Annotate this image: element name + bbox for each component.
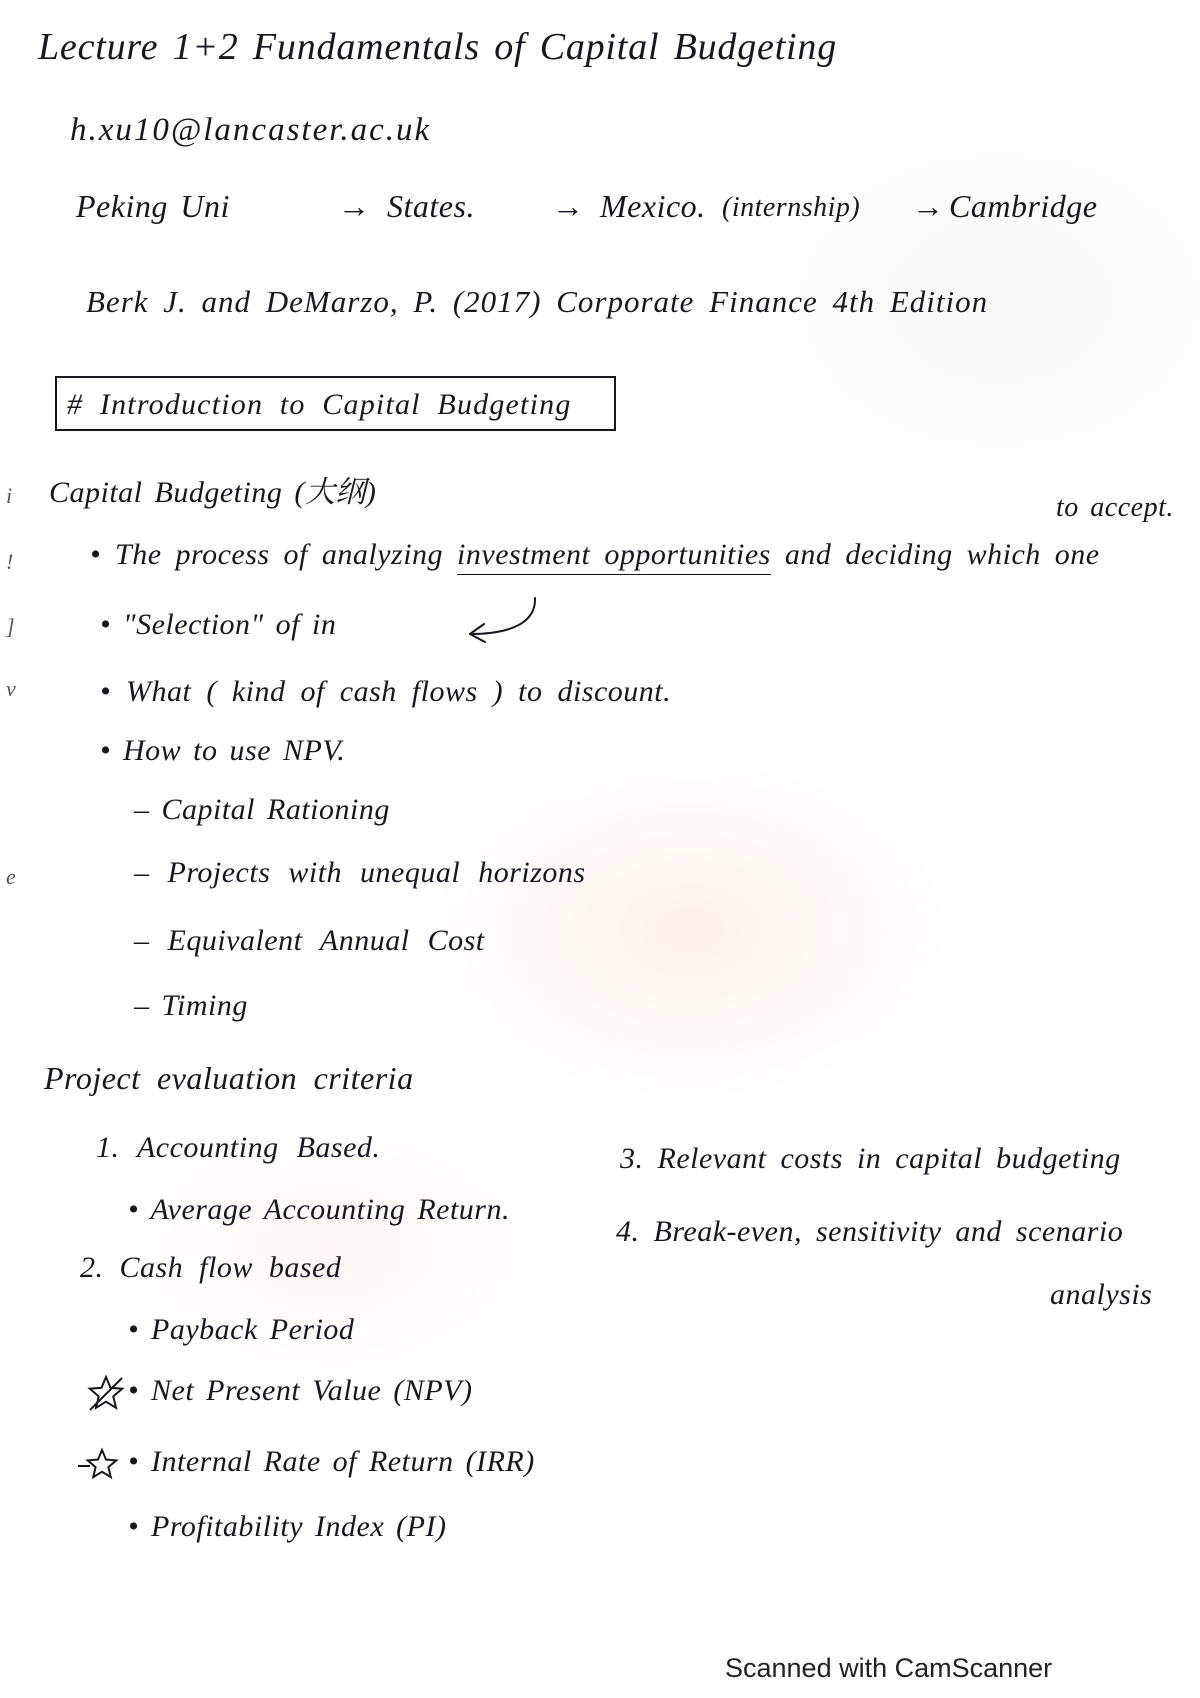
- criteria-item: • Payback Period: [128, 1313, 355, 1346]
- path-step-mexico: Mexico.: [600, 188, 706, 224]
- criteria-item: • Internal Rate of Return (IRR): [128, 1445, 535, 1478]
- criteria-item: • Average Accounting Return.: [128, 1193, 510, 1226]
- section-heading-box: [55, 376, 616, 431]
- topic-title: Capital Budgeting (大纲): [49, 476, 377, 509]
- contact-email: h.xu10@lancaster.ac.uk: [70, 112, 432, 148]
- sub-item: – Timing: [134, 989, 248, 1022]
- margin-mark: i: [6, 483, 13, 508]
- curved-arrow-icon: [470, 598, 535, 642]
- bullet-what: • What ( kind of cash flows ) to discount.: [100, 675, 672, 708]
- margin-mark: e: [6, 864, 16, 889]
- path-arrow: →: [552, 188, 585, 224]
- star-marker-icon: [78, 1450, 116, 1477]
- bullet-how: • How to use NPV.: [100, 734, 346, 767]
- scanner-watermark: Scanned with CamScanner: [725, 1653, 1053, 1683]
- margin-note: to accept.: [1056, 492, 1174, 523]
- criteria-item: 2. Cash flow based: [80, 1251, 342, 1284]
- textbook-reference: Berk J. and DeMarzo, P. (2017) Corporate Finance 4th Edition: [86, 284, 989, 319]
- lecture-title: Lecture 1+2 Fundamentals of Capital Budgeting: [38, 26, 838, 68]
- criteria-heading: Project evaluation criteria: [44, 1060, 414, 1096]
- margin-mark: !: [6, 549, 14, 574]
- margin-mark: ]: [6, 614, 15, 639]
- criteria-item-right: 3. Relevant costs in capital budgeting: [620, 1142, 1121, 1175]
- criteria-item-right: analysis: [1050, 1278, 1153, 1311]
- path-origin: Peking Uni: [76, 188, 230, 224]
- criteria-item: 1. Accounting Based.: [96, 1131, 381, 1164]
- path-step-cambridge: Cambridge: [949, 188, 1098, 224]
- sub-item: – Projects with unequal horizons: [134, 856, 586, 889]
- sub-item: – Capital Rationing: [134, 793, 390, 826]
- path-arrow: →: [338, 188, 371, 224]
- path-step-note: (internship): [722, 192, 861, 223]
- bullet-selection: • "Selection" of in: [100, 608, 337, 641]
- criteria-item-right: 4. Break-even, sensitivity and scenario: [616, 1215, 1124, 1248]
- path-step-states: States.: [387, 188, 475, 224]
- bullet-process-start: • The process of analyzing: [90, 538, 444, 571]
- section-heading: # Introduction to Capital Budgeting: [67, 388, 572, 421]
- criteria-item: • Profitability Index (PI): [128, 1510, 447, 1543]
- sub-item: – Equivalent Annual Cost: [134, 924, 485, 957]
- criteria-item: • Net Present Value (NPV): [128, 1374, 473, 1407]
- path-arrow: →: [912, 188, 945, 224]
- bullet-process: [90, 540, 1100, 570]
- bullet-process-end: and deciding which one: [784, 538, 1100, 571]
- underlined-phrase: investment opportunities: [457, 538, 771, 575]
- margin-mark: v: [6, 676, 16, 701]
- star-marker-icon: [90, 1377, 122, 1410]
